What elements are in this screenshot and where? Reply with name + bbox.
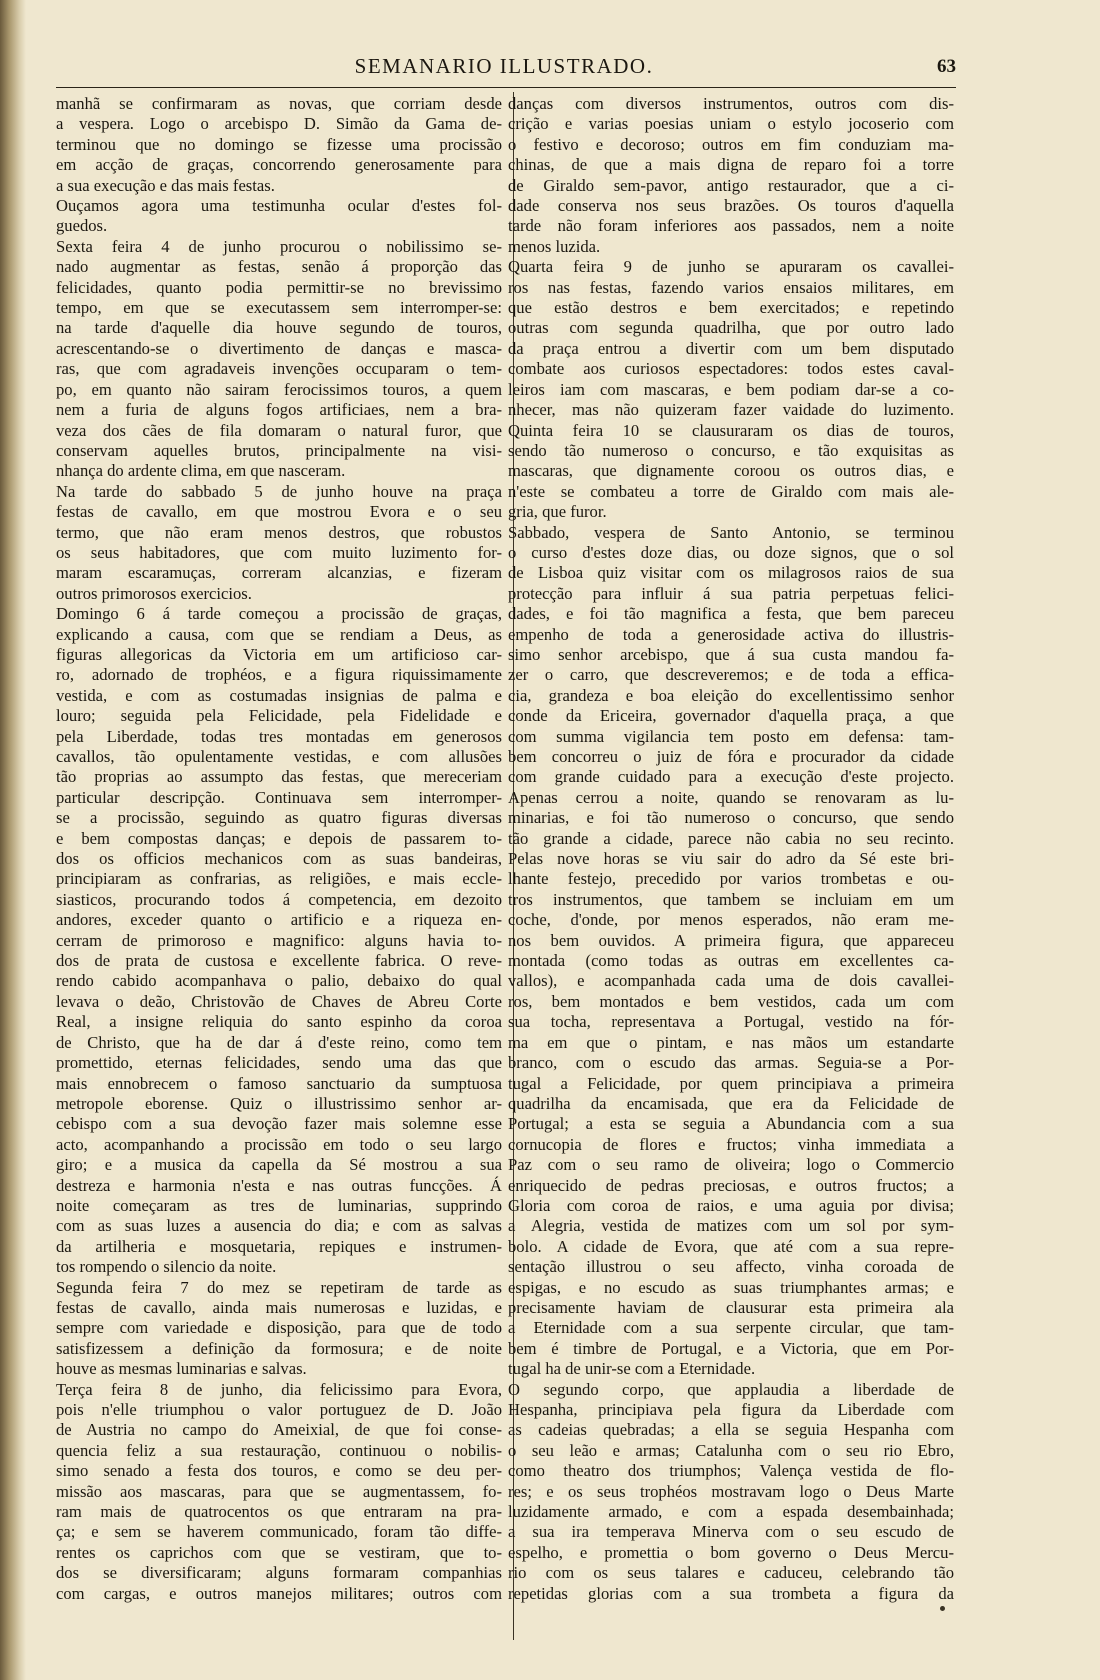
text-line: Gloria com coroa de raios, e uma aguia por divisa;	[508, 1195, 954, 1215]
text-line: ram mais de quatrocentos os que entraram na pra-	[56, 1502, 502, 1522]
text-line: res; e os seus trophéos mostravam logo o Deus Marte	[508, 1481, 954, 1501]
text-line: combate aos curiosos espectadores: todos estes caval-	[508, 359, 954, 379]
text-line: terminou que no domingo se fizesse uma procissão	[56, 134, 502, 154]
text-line: sua tocha, representava a Portugal, vestido na fór-	[508, 1012, 954, 1032]
text-line: acto, acompanhando a procissão em todo o seu largo	[56, 1134, 502, 1154]
text-line: Segunda feira 7 do mez se repetiram de tarde as	[56, 1277, 502, 1297]
text-line: tugal ha de unir-se com a Eternidade.	[508, 1359, 756, 1379]
text-line: Real, a insigne reliquia do santo espinho da coroa	[56, 1012, 502, 1032]
text-line: Apenas cerrou a noite, quando se renovaram as lu-	[508, 787, 954, 807]
text-line: pela Liberdade, todas tres montadas em generosos	[56, 726, 502, 746]
text-line: rendo cabido acompanhava o palio, debaixo do qual	[56, 971, 502, 991]
text-line: branco, com o escudo das armas. Seguia-se a Por-	[508, 1053, 954, 1073]
text-column-left	[56, 94, 502, 1604]
text-line: nhecer, mas não quizeram fazer vaidade do luzimento.	[508, 400, 954, 420]
text-line: de Giraldo sem-pavor, antigo restaurador, que a ci-	[508, 175, 954, 195]
text-line: de Christo, que ha de dar á d'este reino, como tem	[56, 1032, 502, 1052]
text-line: cavallos, tão opulentamente vestidas, e com allusões	[56, 747, 502, 766]
text-line: simo senado a festa dos touros, e como se deu per-	[56, 1461, 502, 1481]
text-line: andores, exceder quanto o artificio e a riqueza en-	[56, 910, 502, 930]
text-line: zer o carro, que descreveremos; e de toda a effica-	[508, 665, 954, 685]
text-line: os seus habitadores, que com muito luzimento for-	[56, 542, 502, 562]
text-line: termo, que não eram menos destros, que robustos	[56, 522, 502, 542]
text-line: tarde não foram inferiores aos passados, nem a noite	[508, 216, 954, 236]
text-line: Domingo 6 á tarde começou a procissão de graças,	[56, 604, 502, 624]
text-line: promettido, eternas felicidades, sendo uma das que	[56, 1053, 502, 1073]
book-spine-shadow	[0, 0, 26, 1680]
text-line: e bem compostas danças; e depois de passarem to-	[56, 828, 502, 848]
text-line: com as suas luzes a ausencia do dia; e com as salvas	[56, 1216, 502, 1236]
text-line: quencia feliz a sua restauração, continuou o nobilis-	[56, 1440, 502, 1460]
text-line: po, em quanto não sairam ferocissimos touros, a quem	[56, 379, 502, 399]
text-line: repetidas glorias com a sua trombeta a figura da	[508, 1583, 954, 1603]
text-line: a vespera. Logo o arcebispo D. Simão da Gama de-	[56, 114, 502, 134]
text-line: se a procissão, seguindo as quatro figuras diversas	[56, 808, 502, 828]
text-line: da artilheria e mosquetaria, repiques e instrumen-	[56, 1236, 502, 1256]
text-line: as cadeias quebradas; a ella se seguia Hespanha com	[508, 1420, 954, 1440]
text-line: conservam aquelles brutos, principalmente na visi-	[56, 440, 502, 460]
text-line: Sexta feira 4 de junho procurou o nobilissimo se-	[56, 236, 502, 256]
text-line: bem é timbre de Portugal, e a Victoria, que em Por-	[508, 1338, 954, 1358]
text-line: a Eternidade com a sua serpente circular, que tam-	[508, 1318, 954, 1338]
text-line: de Austria no campo do Ameixial, de que foi conse-	[56, 1420, 502, 1440]
text-line: figuras allegoricas da Victoria em um artificioso car-	[56, 644, 502, 664]
text-line: rio com os seus talares e caduceu, celebrando tão	[508, 1563, 954, 1583]
text-line: felicidades, quanto podia permittir-se no brevissimo	[56, 277, 502, 297]
text-line: satisfizessem a definição da formosura; e de noite	[56, 1338, 502, 1358]
text-line: Pelas nove horas se viu sair do adro da Sé este bri-	[508, 849, 954, 869]
text-line: metropole eborense. Quiz o illustrissimo senhor ar-	[56, 1093, 502, 1113]
text-line: na tarde d'aquelle dia houve segundo de touros,	[56, 318, 502, 338]
text-line: dade conserva nos seus brazões. Os touros d'aquella	[508, 196, 954, 216]
text-line: nem a furia de alguns fogos artificiaes, nem a bra-	[56, 400, 502, 420]
text-line: com cargas, e outros manejos militares; outros com	[56, 1583, 502, 1603]
text-line: menos luzida.	[508, 236, 601, 256]
text-line: rentes os caprichos com que se vestiram, que to-	[56, 1542, 502, 1562]
text-line: dades, e foi tão magnifica a festa, que bem pareceu	[508, 604, 954, 624]
text-line: mascaras, que dignamente coroou os outros dias, e	[508, 461, 954, 481]
text-line: bolo. A cidade de Evora, que até com a sua repre-	[508, 1236, 954, 1256]
text-line: louro; seguida pela Felicidade, pela Fidelidade e	[56, 706, 502, 726]
text-line: precisamente haviam de clausurar esta primeira ala	[508, 1297, 954, 1317]
text-line: simo senhor arcebispo, que á sua custa mandou fa-	[508, 644, 954, 664]
text-line: Quarta feira 9 de junho se apuraram os cavallei-	[508, 257, 954, 277]
text-line: principiaram as confrarias, as religiões, e mais eccle-	[56, 869, 502, 889]
text-line: missão aos mascaras, para que se augmentassem, fo-	[56, 1481, 502, 1501]
text-line: cebispo com a sua devoção fazer mais solemne esse	[56, 1114, 502, 1134]
text-line: tão grande a cidade, parece não cabia no seu recinto.	[508, 828, 954, 848]
text-line: Hespanha, principiava pela figura da Liberdade com	[508, 1400, 954, 1419]
text-line: mais ennobrecem o famoso sanctuario da sumptuosa	[56, 1073, 502, 1093]
text-line: manhã se confirmaram as novas, que corriam desde	[56, 94, 502, 113]
text-line: nado augmentar as festas, senão á proporção das	[56, 257, 502, 277]
text-line: acrescentando-se o divertimento de danças e masca-	[56, 338, 502, 358]
text-line: tos rompendo o silencio da noite.	[56, 1257, 277, 1277]
text-line: levava o deão, Christovão de Chaves de Abreu Corte	[56, 991, 502, 1011]
text-line: O segundo corpo, que applaudia a liberdade de	[508, 1379, 954, 1399]
text-line: com summa vigilancia tem posto em defensa: tam-	[508, 726, 954, 746]
text-line: sendo tão numeroso o concurso, e tão exquisitas as	[508, 440, 954, 460]
text-line: Ouçamos agora uma testimunha ocular d'estes fol-	[56, 196, 502, 216]
text-line: n'este se combateu a torre de Giraldo com mais ale-	[508, 481, 954, 501]
text-line: enriquecido de pedras preciosas, e outros fructos; a	[508, 1175, 954, 1195]
text-line: chinas, de que a mais digna de reparo foi a torre	[508, 155, 954, 175]
page-header	[52, 52, 956, 82]
text-line: como theatro dos triumphos; Valença vestida de flo-	[508, 1461, 954, 1481]
text-line: bem concorreu o juiz de fóra e procurador da cidade	[508, 747, 954, 766]
text-line: sempre com variedade e disposição, para que de todo	[56, 1318, 502, 1338]
text-line: o seu leão e armas; Catalunha com o seu rio Ebro,	[508, 1440, 954, 1460]
text-line: dos os officios mechanicos com as suas bandeiras,	[56, 849, 502, 869]
text-line: festas de cavallo, em que mostrou Evora e o seu	[56, 502, 502, 522]
text-line: nhança do ardente clima, em que nasceram.	[56, 461, 346, 481]
text-line: quadrilha da encamisada, que era da Felicidade de	[508, 1093, 954, 1113]
text-line: ça; e sem se haverem communicado, foram tão diffe-	[56, 1522, 502, 1542]
text-line: outros primorosos exercicios.	[56, 583, 252, 603]
text-line: cia, grandeza e boa eleição do excellentissimo senhor	[508, 685, 954, 705]
text-line: noite começaram as tres de luminarias, supprindo	[56, 1195, 502, 1215]
header-rule	[56, 87, 956, 88]
text-line: de Lisboa quiz visitar com os milagrosos raios de sua	[508, 563, 954, 583]
text-line: Quinta feira 10 se clausuraram os dias de touros,	[508, 420, 954, 440]
text-line: tros instrumentos, que tambem se incluiam em um	[508, 889, 954, 909]
text-line: nos bem ouvidos. A primeira figura, que appareceu	[508, 930, 954, 950]
text-line: houve as mesmas luminarias e salvas.	[56, 1359, 307, 1379]
text-line: leiros iam com mascaras, e bem podiam dar-se a co-	[508, 379, 954, 399]
text-line: a Alegria, vestida de matizes com um sol por sym-	[508, 1216, 954, 1236]
text-line: da praça entrou a divertir com um bem disputado	[508, 338, 954, 358]
page-number: 63	[937, 56, 956, 77]
text-line: outras com segunda quadrilha, que por outro lado	[508, 318, 954, 338]
text-line: minarias, e foi tão numeroso o concurso, que sendo	[508, 808, 954, 828]
text-line: luzidamente armado, e com a espada desembainhada;	[508, 1502, 954, 1522]
text-line: Paz com o seu ramo de oliveira; logo o Commercio	[508, 1155, 954, 1175]
text-line: conde da Ericeira, governador d'aquella praça, a que	[508, 706, 954, 726]
text-line: lhante festejo, precedido por varios trombetas e ou-	[508, 869, 954, 889]
text-line: que estão destros e bem exercitados; e repetindo	[508, 298, 954, 318]
text-line: a sua execução e das mais festas.	[56, 175, 275, 195]
text-line: o curso d'estes doze dias, ou doze signos, que o sol	[508, 542, 954, 562]
running-title: SEMANARIO ILLUSTRADO.	[354, 54, 654, 78]
text-line: tugal a Felicidade, por quem principiava a primeira	[508, 1073, 954, 1093]
text-line: dos se diversificaram; alguns formaram companhias	[56, 1563, 502, 1583]
text-line: espigas, e no escudo as suas triumphantes armas; e	[508, 1277, 954, 1297]
text-line: Na tarde do sabbado 5 de junho houve na praça	[56, 481, 502, 501]
text-line: coche, d'onde, por menos esperados, não eram me-	[508, 910, 954, 930]
text-line: em acção de graças, concorrendo generosamente para	[56, 155, 502, 175]
text-line: cornucopia de flores e fructos; vinha immediata a	[508, 1134, 954, 1154]
text-line: ro, adornado de trophéos, e a figura riquissimamente	[56, 665, 502, 685]
text-line: explicando a causa, com que se rendiam a Deus, as	[56, 624, 502, 644]
text-line: tempo, em que se executassem sem interromper-se:	[56, 298, 502, 318]
text-line: vestida, e com as costumadas insignias de palma e	[56, 685, 502, 705]
text-line: vallos), e acompanhada cada uma de dois cavallei-	[508, 971, 954, 991]
text-line: a sua ira temperava Minerva com o seu escudo de	[508, 1522, 954, 1542]
text-line: gria, que furor.	[508, 502, 607, 522]
text-line: com grande cuidado para a execução d'este projecto.	[508, 767, 954, 787]
text-line: veza dos cães de fila domaram o natural furor, que	[56, 420, 502, 440]
text-line: ros nas festas, fazendo varios ensaios militares, em	[508, 277, 954, 297]
text-line: Terça feira 8 de junho, dia felicissimo para Evora,	[56, 1379, 502, 1399]
text-column-right	[508, 94, 954, 1604]
text-line: empenho de toda a generosidade activa do illustris-	[508, 624, 954, 644]
text-line: festas de cavallo, ainda mais numerosas e luzidas, e	[56, 1297, 502, 1317]
text-line: Sabbado, vespera de Santo Antonio, se terminou	[508, 522, 954, 542]
text-line: maram escaramuças, correram alcanzias, e fizeram	[56, 563, 502, 583]
text-line: dos de prata de custosa e excellente fabrica. O reve-	[56, 951, 502, 971]
text-line: destreza e harmonia n'esta e nas outras funcções. Á	[56, 1175, 502, 1195]
print-mark	[940, 1606, 945, 1611]
text-line: espelho, e promettia o bom governo o Deus Mercu-	[508, 1542, 954, 1562]
text-line: giro; e a musica da capella da Sé mostrou a sua	[56, 1155, 502, 1175]
text-line: ros, bem montados e bem vestidos, cada um com	[508, 991, 954, 1011]
text-line: protecção para influir á sua patria perpetuas felici-	[508, 583, 954, 603]
text-line: tão proprias ao assumpto das festas, que mereceriam	[56, 767, 502, 787]
text-line: ras, que com agradaveis invenções occuparam o tem-	[56, 359, 502, 379]
text-line: guedos.	[56, 216, 108, 236]
text-line: ma em que o pintam, e nas mãos um estandarte	[508, 1032, 954, 1052]
text-line: sentação illustrou o seu affecto, vinha coroada de	[508, 1257, 954, 1277]
text-line: cerram de primoroso e magnifico: alguns havia to-	[56, 930, 502, 950]
text-line: Portugal; a esta se seguia a Abundancia com a sua	[508, 1114, 954, 1134]
text-line: siasticos, procurando todos á competencia, em dezoito	[56, 889, 502, 909]
text-line: crição e varias poesias uniam o estylo jocoserio com	[508, 114, 954, 134]
text-line: pois n'elle triumphou o valor portuguez de D. João	[56, 1400, 502, 1419]
text-line: montada (como todas as outras em excellentes ca-	[508, 951, 954, 971]
text-line: particular descripção. Continuava sem interromper-	[56, 787, 502, 807]
text-line: danças com diversos instrumentos, outros com dis-	[508, 94, 954, 113]
text-line: o festivo e decoroso; outros em fim conduziam ma-	[508, 134, 954, 154]
